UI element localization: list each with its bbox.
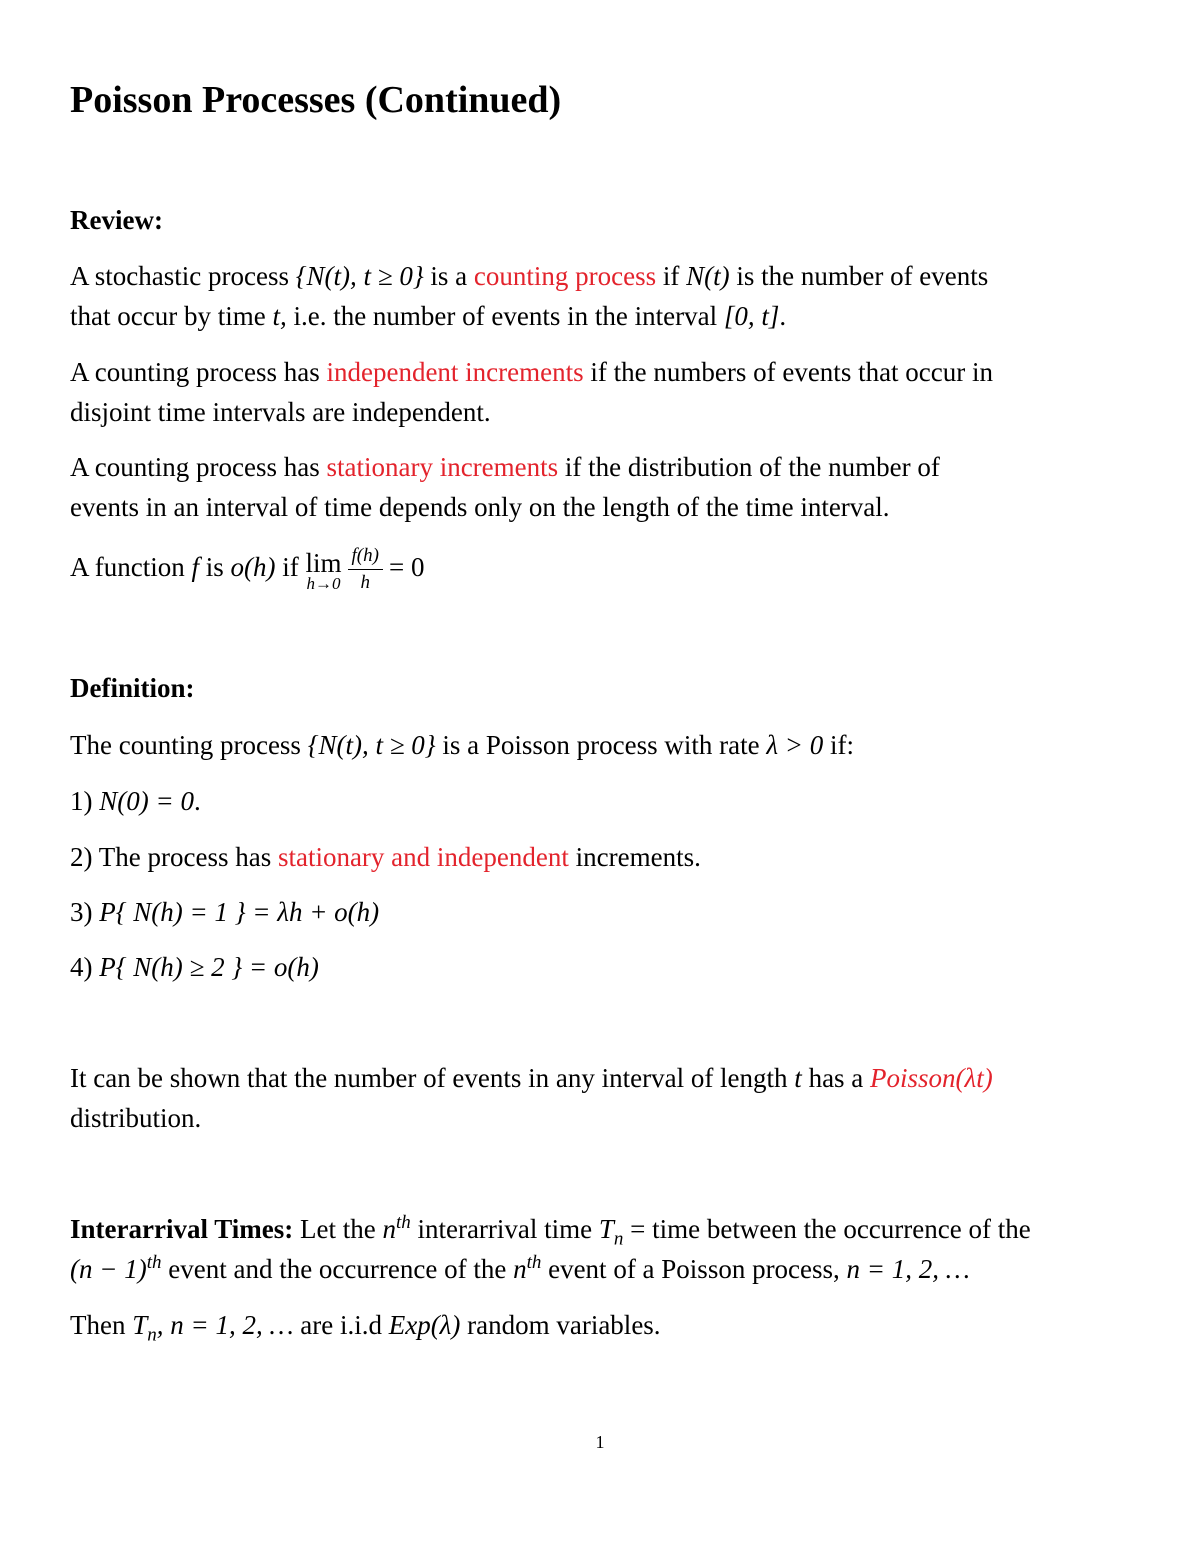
interarrival-conclusion [70, 1305, 1140, 1345]
superscript: th [395, 1212, 411, 1233]
review-paragraph-independent-increments [70, 352, 1140, 432]
poisson-result-paragraph [70, 1058, 1140, 1138]
math-expression: {N(t), t ≥ 0} [307, 730, 436, 760]
highlighted-term: Poisson(λt) [870, 1063, 993, 1093]
text: disjoint time intervals are independent. [70, 397, 491, 427]
text: is a Poisson process with rate [435, 730, 767, 760]
limit-subscript: h→0 [306, 574, 341, 593]
math-expression: T [598, 1214, 614, 1244]
text: Then [70, 1310, 133, 1340]
math-expression: o(h) [230, 552, 276, 582]
text: A counting process has [70, 357, 327, 387]
text: 3) [70, 897, 100, 927]
text: interarrival time [410, 1214, 599, 1244]
math-expression: Exp(λ) [388, 1310, 461, 1340]
text: that occur by time [70, 301, 273, 331]
math-expression: [0, t] [723, 301, 780, 331]
math-expression: λ > 0 [766, 730, 824, 760]
highlighted-term: stationary and independent [277, 842, 569, 872]
text: = time between the occurrence of the [623, 1214, 1031, 1244]
text: event and the occurrence of the [161, 1254, 514, 1284]
limit-label: lim [305, 548, 342, 578]
text: if: [823, 730, 854, 760]
page-title: Poisson Processes (Continued) [70, 79, 562, 121]
text: is a [423, 261, 474, 291]
math-expression: n = 1, 2, … [846, 1254, 970, 1284]
text: Let the [293, 1214, 383, 1244]
subscript: n [613, 1228, 624, 1250]
math-expression: , n = 1, 2, … [156, 1310, 294, 1340]
text: 2) The process has [70, 842, 278, 872]
math-expression: n [513, 1254, 527, 1284]
text: event of a Poisson process, [541, 1254, 847, 1284]
math-expression: P{ N(h) ≥ 2 } = o(h) [99, 952, 319, 982]
math-expression: P{ N(h) = 1 } = λh + o(h) [99, 897, 380, 927]
text: 1) [70, 786, 100, 816]
math-expression: t, [272, 301, 287, 331]
text: events in an interval of time depends only on the length of the time interval. [70, 492, 890, 522]
subscript: n [147, 1324, 157, 1346]
text: 4) [70, 952, 100, 982]
text: A counting process has [70, 452, 327, 482]
review-paragraph-counting-process [70, 256, 1140, 336]
text: distribution. [70, 1103, 202, 1133]
interarrival-paragraph [70, 1209, 1140, 1289]
text: if the numbers of events that occur in [583, 357, 994, 387]
math-expression: n [382, 1214, 396, 1244]
text: if [275, 552, 306, 582]
text: increments. [568, 842, 701, 872]
fraction-denominator: h [360, 572, 370, 594]
math-expression: t [794, 1063, 802, 1093]
text: if the distribution of the number of [558, 452, 940, 482]
text: random variables. [460, 1310, 661, 1340]
text: . [193, 786, 201, 816]
limit-operator [305, 548, 342, 593]
review-heading: Review: [70, 205, 163, 235]
definition-heading: Definition: [70, 673, 195, 703]
text: if [656, 261, 687, 291]
text: A stochastic process [70, 261, 296, 291]
text: = 0 [388, 552, 425, 582]
fraction [348, 545, 383, 594]
text: i.e. the number of events in the interval [286, 301, 724, 331]
highlighted-term: counting process [473, 261, 657, 291]
definition-intro [70, 725, 1140, 765]
review-paragraph-little-o [70, 545, 1140, 594]
page-number: 1 [595, 1432, 605, 1452]
definition-item-4 [70, 947, 1140, 987]
fraction-numerator: f(h) [348, 545, 383, 570]
highlighted-term: independent increments [326, 357, 584, 387]
math-expression: N(t) [686, 261, 730, 291]
review-paragraph-stationary-increments [70, 447, 1140, 527]
text: has a [801, 1063, 871, 1093]
math-expression: (n − 1) [70, 1254, 147, 1284]
definition-item-1 [70, 781, 1140, 821]
text: is [199, 552, 231, 582]
math-expression: T [132, 1310, 148, 1340]
definition-item-2 [70, 837, 1140, 877]
text: The counting process [70, 730, 308, 760]
definition-item-3 [70, 892, 1140, 932]
math-expression: N(0) = 0 [99, 786, 194, 816]
text: . [779, 301, 787, 331]
text: It can be shown that the number of events in any interval of length [70, 1063, 795, 1093]
text: are i.i.d [293, 1310, 389, 1340]
math-expression: f [191, 552, 200, 582]
math-expression: {N(t), t ≥ 0} [295, 261, 424, 291]
superscript: th [526, 1252, 542, 1273]
text: is the number of events [729, 261, 989, 291]
text: A function [70, 552, 192, 582]
interarrival-heading: Interarrival Times: [70, 1214, 294, 1244]
highlighted-term: stationary increments [326, 452, 559, 482]
superscript: th [146, 1252, 162, 1273]
